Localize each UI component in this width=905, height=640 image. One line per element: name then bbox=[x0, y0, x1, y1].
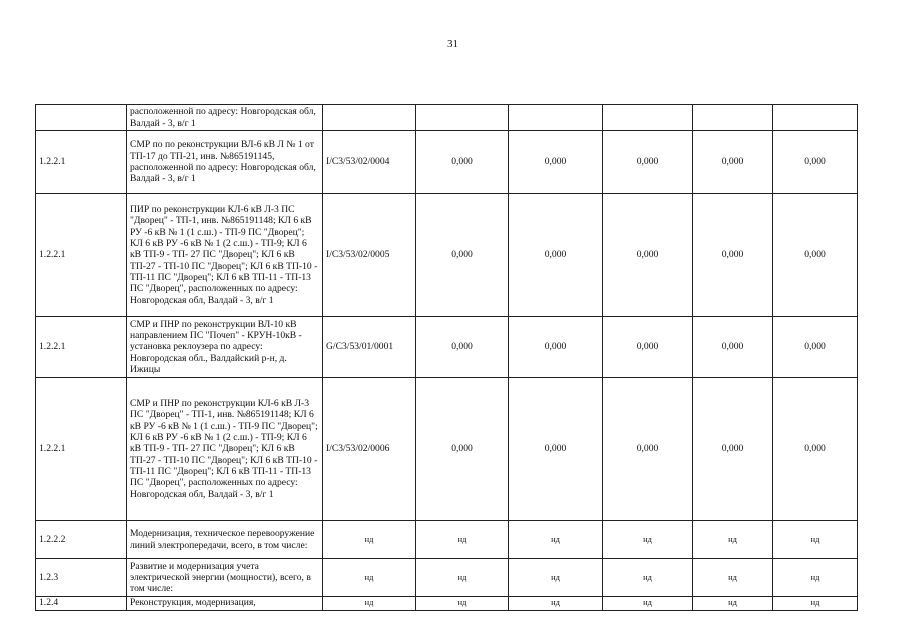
row-code: I/C3/53/02/0006 bbox=[323, 378, 416, 521]
row-value bbox=[693, 105, 773, 131]
row-value: 0,000 bbox=[603, 378, 693, 521]
row-value: нд bbox=[773, 559, 858, 597]
table-row bbox=[36, 378, 858, 521]
row-value: 0,000 bbox=[773, 317, 858, 378]
row-description: СМР и ПНР по реконструкции ВЛ-10 кВ направлением ПС "Почеп" - КРУН-10кВ - установка реклоузера по адресу: Новгородская обл., Валдайский р-н, д. Ижицы bbox=[127, 317, 323, 378]
row-description: СМР и ПНР по реконструкции КЛ-6 кВ Л-3 ПС "Дворец" - ТП-1, инв. №865191148; КЛ 6 кВ РУ -6 кВ № 1 (1 с.ш.) - ТП-9 ПС "Дворец"; КЛ 6 кВ РУ -6 кВ № 1 (2 с.ш.) - ТП-9; КЛ 6 кВ ТП-9 - ТП- 27 ПС "Дворец"; КЛ 6 кВ ТП-27 - ТП-10 ПС "Дворец"; КЛ 6 кВ ТП-10 - ТП-11 ПС "Дворец"; КЛ 6 кВ ТП-11 - ТП-13 ПС "Дворец", расположенных по адресу: Новгородская обл, Валдай - 3, в/г 1 bbox=[127, 378, 323, 521]
row-number: 1.2.3 bbox=[36, 559, 127, 597]
row-code bbox=[323, 105, 416, 131]
row-code: G/C3/53/01/0001 bbox=[323, 317, 416, 378]
row-value: 0,000 bbox=[509, 378, 603, 521]
row-value: нд bbox=[416, 597, 509, 611]
row-number: 1.2.2.1 bbox=[36, 131, 127, 194]
row-description: расположенной по адресу: Новгородская обл, Валдай - 3, в/г 1 bbox=[127, 105, 323, 131]
page-number: 31 bbox=[447, 38, 458, 50]
row-number: 1.2.2.1 bbox=[36, 317, 127, 378]
row-number: 1.2.2.1 bbox=[36, 378, 127, 521]
row-value: 0,000 bbox=[603, 131, 693, 194]
row-value: 0,000 bbox=[416, 378, 509, 521]
row-value: нд bbox=[693, 597, 773, 611]
row-value bbox=[509, 105, 603, 131]
row-value: 0,000 bbox=[773, 378, 858, 521]
table-row bbox=[36, 521, 858, 559]
row-value: 0,000 bbox=[509, 131, 603, 194]
row-description: ПИР по реконструкции КЛ-6 кВ Л-3 ПС "Дворец" - ТП-1, инв. №865191148; КЛ 6 кВ РУ -6 кВ № 1 (1 с.ш.) - ТП-9 ПС "Дворец"; КЛ 6 кВ РУ -6 кВ № 1 (2 с.ш.) - ТП-9; КЛ 6 кВ ТП-9 - ТП- 27 ПС "Дворец"; КЛ 6 кВ ТП-27 - ТП-10 ПС "Дворец"; КЛ 6 кВ ТП-10 - ТП-11 ПС "Дворец"; КЛ 6 кВ ТП-11 - ТП-13 ПС "Дворец", расположенных по адресу: Новгородская обл, Валдай - 3, в/г 1 bbox=[127, 194, 323, 317]
row-value: 0,000 bbox=[509, 194, 603, 317]
row-value: нд bbox=[603, 597, 693, 611]
row-value: нд bbox=[509, 521, 603, 559]
table-row bbox=[36, 131, 858, 194]
row-value: 0,000 bbox=[416, 194, 509, 317]
row-value: нд bbox=[509, 559, 603, 597]
row-value: нд bbox=[603, 521, 693, 559]
row-value: нд bbox=[416, 559, 509, 597]
row-description: Реконструкция, модернизация, bbox=[127, 597, 323, 611]
row-value: нд bbox=[773, 597, 858, 611]
row-code: нд bbox=[323, 521, 416, 559]
row-value: нд bbox=[416, 521, 509, 559]
row-value: нд bbox=[509, 597, 603, 611]
row-description: Развитие и модернизация учета электрической энергии (мощности), всего, в том числе: bbox=[127, 559, 323, 597]
row-description: СМР по по реконструкции ВЛ-6 кВ Л № 1 от ТП-17 до ТП-21, инв. №865191145, расположенной по адресу: Новгородская обл, Валдай - 3, в/г 1 bbox=[127, 131, 323, 194]
row-value bbox=[773, 105, 858, 131]
row-code: I/C3/53/02/0005 bbox=[323, 194, 416, 317]
row-value: 0,000 bbox=[509, 317, 603, 378]
row-value: 0,000 bbox=[773, 194, 858, 317]
table-row bbox=[36, 317, 858, 378]
row-number: 1.2.2.1 bbox=[36, 194, 127, 317]
row-value: 0,000 bbox=[416, 317, 509, 378]
row-description: Модернизация, техническое перевооружение линий электропередачи, всего, в том числе: bbox=[127, 521, 323, 559]
row-value: 0,000 bbox=[693, 131, 773, 194]
row-value: нд bbox=[693, 559, 773, 597]
table-row bbox=[36, 194, 858, 317]
row-number: 1.2.2.2 bbox=[36, 521, 127, 559]
row-value: 0,000 bbox=[773, 131, 858, 194]
row-value: 0,000 bbox=[603, 194, 693, 317]
table-row bbox=[36, 597, 858, 611]
investment-table bbox=[35, 104, 858, 611]
row-value: нд bbox=[773, 521, 858, 559]
row-value: 0,000 bbox=[603, 317, 693, 378]
row-value: 0,000 bbox=[693, 194, 773, 317]
table-row bbox=[36, 105, 858, 131]
row-code: I/C3/53/02/0004 bbox=[323, 131, 416, 194]
row-code: нд bbox=[323, 597, 416, 611]
row-value: 0,000 bbox=[416, 131, 509, 194]
table-row bbox=[36, 559, 858, 597]
row-value: нд bbox=[603, 559, 693, 597]
row-value bbox=[603, 105, 693, 131]
row-number bbox=[36, 105, 127, 131]
row-value: 0,000 bbox=[693, 378, 773, 521]
row-value bbox=[416, 105, 509, 131]
row-number: 1.2.4 bbox=[36, 597, 127, 611]
row-value: 0,000 bbox=[693, 317, 773, 378]
row-value: нд bbox=[693, 521, 773, 559]
row-code: нд bbox=[323, 559, 416, 597]
